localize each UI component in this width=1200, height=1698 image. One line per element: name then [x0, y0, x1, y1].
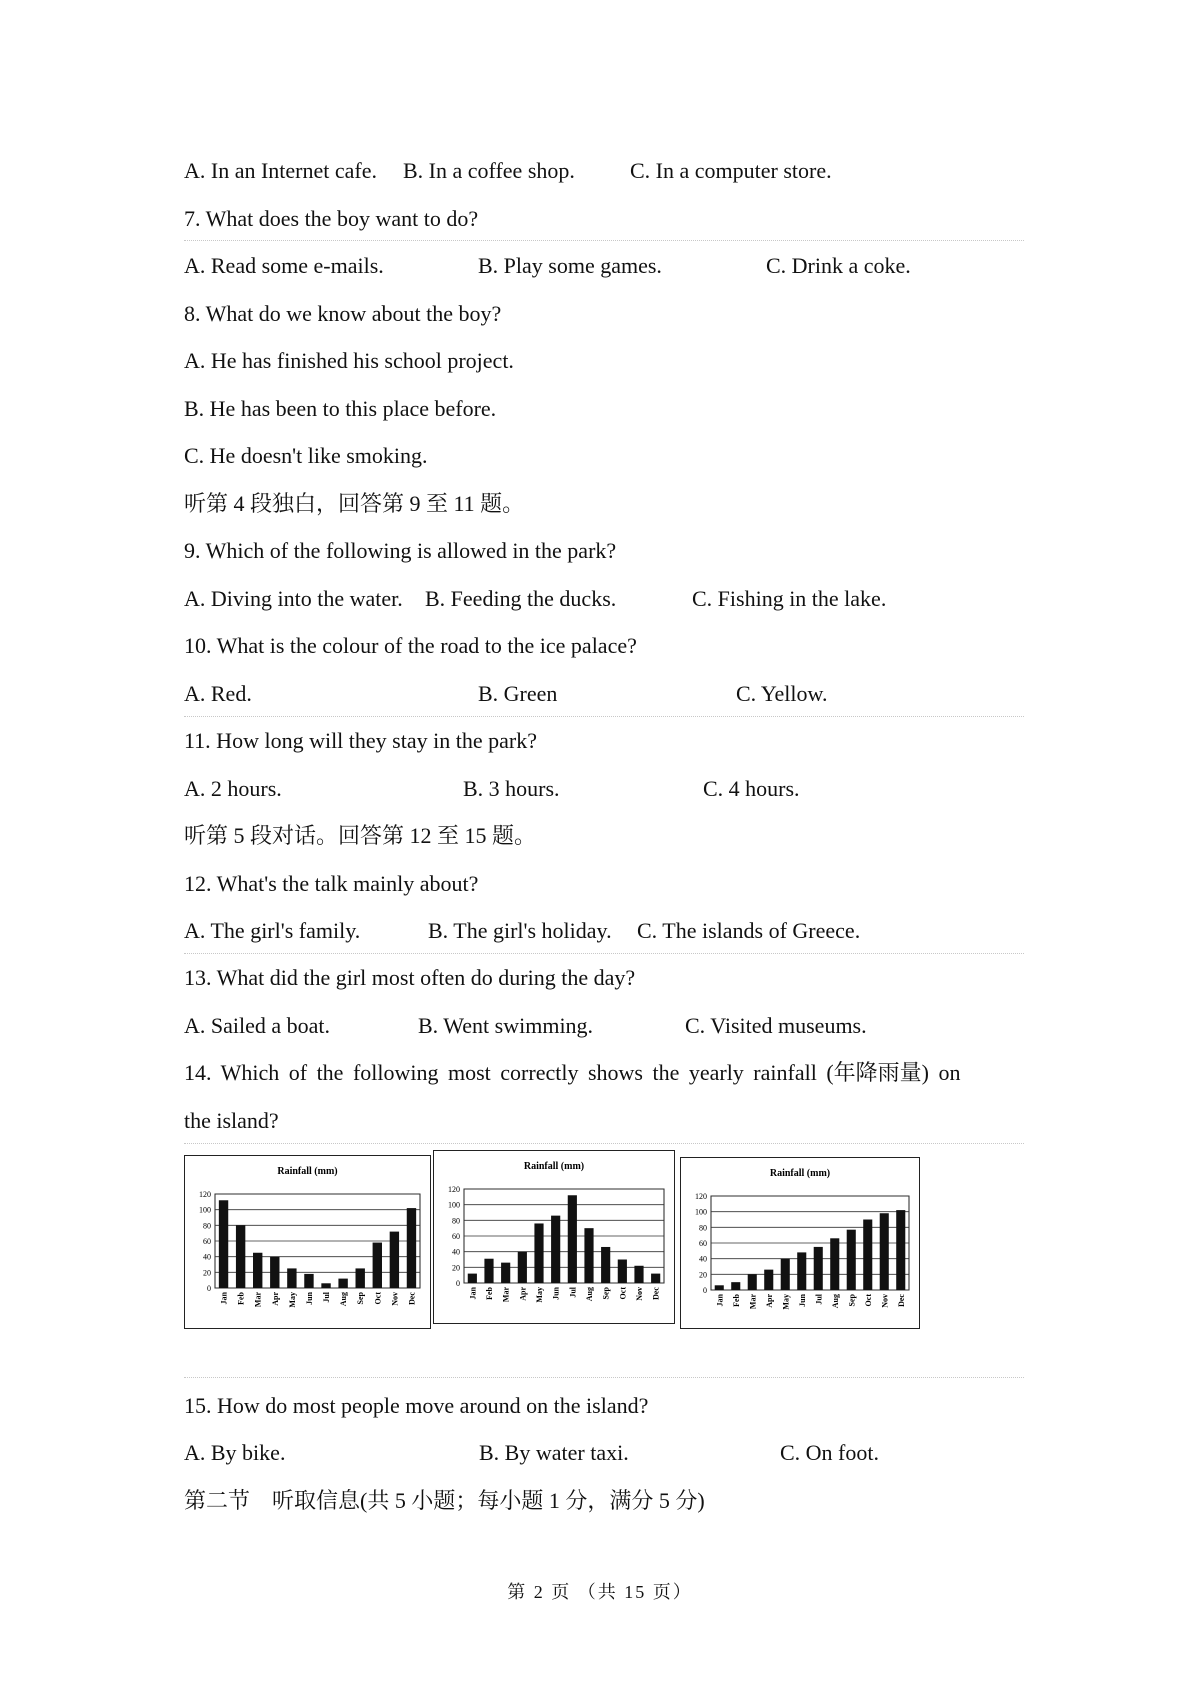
x-tick-label: Jun — [797, 1294, 807, 1307]
bar-jun — [304, 1274, 313, 1288]
q10-option-b: B. Green — [478, 681, 558, 706]
x-tick-label: Aug — [585, 1287, 594, 1302]
x-tick-label: Sep — [356, 1292, 366, 1305]
bar-nov — [880, 1213, 889, 1290]
bar-mar — [253, 1253, 262, 1288]
y-tick-label: 20 — [452, 1263, 460, 1273]
rainfall-chart-b — [433, 1150, 675, 1324]
page-footer: 第 2 页 （共 15 页） — [507, 1582, 693, 1602]
y-tick-label: 120 — [695, 1192, 707, 1201]
question-12: 12. What's the talk mainly about? — [184, 871, 479, 896]
bar-feb — [731, 1282, 740, 1290]
x-tick-label: Jul — [568, 1287, 578, 1298]
x-tick-label: Oct — [618, 1287, 628, 1300]
x-tick-label: Jun — [304, 1292, 314, 1305]
divider — [184, 1143, 1024, 1144]
q12-option-a: A. The girl's family. — [184, 918, 361, 943]
x-tick-label: Mar — [501, 1287, 511, 1303]
q13-option-c: C. Visited museums. — [685, 1013, 867, 1038]
q9-option-b: B. Feeding the ducks. — [425, 586, 617, 611]
q10-option-a: A. Red. — [184, 681, 252, 706]
rainfall-chart-a — [184, 1155, 431, 1329]
bar-may — [287, 1268, 296, 1288]
q7-option-a: A. Read some e-mails. — [184, 253, 384, 278]
y-tick-label: 80 — [452, 1216, 460, 1226]
question-8: 8. What do we know about the boy? — [184, 301, 502, 326]
q11-option-c: C. 4 hours. — [703, 776, 800, 801]
y-tick-label: 120 — [199, 1190, 211, 1199]
x-tick-label: Nov — [390, 1292, 400, 1306]
bar-aug — [830, 1238, 839, 1290]
y-tick-label: 20 — [699, 1270, 707, 1280]
bar-dec — [407, 1208, 416, 1288]
divider — [184, 1377, 1024, 1378]
y-tick-label: 40 — [699, 1254, 707, 1264]
q15-option-c: C. On foot. — [780, 1440, 879, 1465]
q6-option-c: C. In a computer store. — [630, 158, 832, 183]
bar-nov — [634, 1266, 643, 1283]
bar-jul — [568, 1195, 577, 1283]
rainfall-chart-b-svg — [434, 1151, 674, 1323]
bar-sep — [356, 1268, 365, 1288]
x-tick-label: Dec — [896, 1294, 906, 1307]
x-tick-label: Mar — [748, 1294, 758, 1310]
q6-option-b: B. In a coffee shop. — [403, 158, 575, 183]
divider — [184, 953, 1024, 954]
bar-sep — [847, 1230, 856, 1290]
y-tick-label: 100 — [695, 1207, 707, 1217]
q15-option-a: A. By bike. — [184, 1440, 286, 1465]
y-tick-label: 60 — [452, 1232, 460, 1241]
x-tick-label: Mar — [253, 1292, 263, 1308]
q15-option-b: B. By water taxi. — [479, 1440, 629, 1465]
q9-option-c: C. Fishing in the lake. — [692, 586, 887, 611]
bar-apr — [270, 1257, 279, 1288]
part-2-heading: 第二节 听取信息(共 5 小题；每小题 1 分，满分 5 分) — [184, 1488, 705, 1513]
bar-dec — [896, 1210, 905, 1290]
x-tick-label: Apr — [270, 1292, 280, 1306]
q8-option-c: C. He doesn't like smoking. — [184, 443, 428, 468]
x-tick-label: Dec — [407, 1292, 417, 1305]
y-tick-label: 0 — [456, 1279, 460, 1288]
bar-jul — [814, 1247, 823, 1290]
y-tick-label: 40 — [452, 1247, 460, 1257]
q9-option-a: A. Diving into the water. — [184, 586, 403, 611]
x-tick-label: Jan — [219, 1292, 229, 1305]
bar-jan — [468, 1274, 477, 1283]
bar-jul — [321, 1283, 330, 1288]
q10-option-c: C. Yellow. — [736, 681, 828, 706]
bar-mar — [748, 1274, 757, 1290]
question-9: 9. Which of the following is allowed in the park? — [184, 538, 617, 563]
bar-aug — [584, 1228, 593, 1283]
x-tick-label: May — [781, 1294, 791, 1310]
question-14-continued: the island? — [184, 1108, 279, 1133]
y-tick-label: 60 — [203, 1237, 211, 1246]
divider — [184, 240, 1024, 241]
question-15: 15. How do most people move around on the island? — [184, 1393, 649, 1418]
y-tick-label: 0 — [207, 1284, 211, 1293]
x-tick-label: Nov — [635, 1287, 644, 1301]
y-tick-label: 100 — [199, 1205, 211, 1215]
q6-option-a: A. In an Internet cafe. — [184, 158, 378, 183]
x-tick-label: Apr — [764, 1294, 774, 1308]
q8-option-b: B. He has been to this place before. — [184, 396, 497, 421]
rainfall-chart-c-svg — [681, 1158, 919, 1328]
x-tick-label: Sep — [601, 1287, 611, 1300]
question-10: 10. What is the colour of the road to the ice palace? — [184, 633, 637, 658]
x-tick-label: Jul — [814, 1294, 824, 1305]
q13-option-a: A. Sailed a boat. — [184, 1013, 331, 1038]
bar-apr — [764, 1270, 773, 1290]
x-tick-label: Aug — [830, 1294, 840, 1309]
x-tick-label: Apr — [518, 1287, 528, 1301]
q7-option-c: C. Drink a coke. — [766, 253, 911, 278]
x-tick-label: Jul — [322, 1292, 332, 1303]
q12-option-b: B. The girl's holiday. — [428, 918, 612, 943]
y-tick-label: 60 — [699, 1239, 707, 1248]
y-tick-label: 0 — [703, 1286, 707, 1295]
x-tick-label: Feb — [731, 1294, 741, 1307]
section-5-instruction: 听第 5 段对话。回答第 12 至 15 题。 — [184, 823, 537, 848]
question-11: 11. How long will they stay in the park? — [184, 728, 537, 753]
x-tick-label: Nov — [880, 1294, 890, 1308]
bar-apr — [518, 1252, 527, 1283]
q8-option-a: A. He has finished his school project. — [184, 348, 514, 373]
y-tick-label: 20 — [203, 1268, 211, 1278]
y-tick-label: 80 — [203, 1221, 211, 1231]
x-tick-label: Dec — [651, 1287, 661, 1300]
x-tick-label: Jan — [715, 1294, 725, 1307]
q13-option-b: B. Went swimming. — [418, 1013, 594, 1038]
x-tick-label: Sep — [847, 1294, 857, 1307]
bar-jan — [219, 1200, 228, 1288]
y-tick-label: 80 — [699, 1223, 707, 1233]
bar-feb — [236, 1225, 245, 1288]
x-tick-label: Oct — [373, 1292, 383, 1305]
y-tick-label: 40 — [203, 1252, 211, 1262]
x-tick-label: Feb — [485, 1287, 494, 1300]
x-tick-label: Oct — [863, 1294, 873, 1307]
bar-nov — [390, 1232, 399, 1288]
bar-feb — [484, 1259, 493, 1283]
bar-sep — [601, 1247, 610, 1283]
bar-jun — [551, 1216, 560, 1283]
x-tick-label: Jun — [551, 1287, 561, 1300]
y-tick-label: 100 — [448, 1200, 460, 1210]
q7-option-b: B. Play some games. — [478, 253, 662, 278]
question-14: 14. Which of the following most correctly shows the yearly rainfall (年降雨量) on — [184, 1060, 961, 1085]
y-tick-label: 120 — [448, 1185, 460, 1194]
q11-option-b: B. 3 hours. — [463, 776, 560, 801]
bar-jun — [797, 1252, 806, 1290]
question-13: 13. What did the girl most often do during the day? — [184, 965, 636, 990]
bar-oct — [863, 1220, 872, 1291]
bar-dec — [651, 1274, 660, 1283]
chart-title: Rainfall (mm) — [277, 1166, 338, 1177]
bar-oct — [618, 1260, 627, 1284]
rainfall-chart-a-svg — [185, 1156, 430, 1328]
bar-aug — [338, 1279, 347, 1288]
bar-may — [534, 1223, 543, 1283]
q12-option-c: C. The islands of Greece. — [637, 918, 861, 943]
x-tick-label: Feb — [236, 1292, 246, 1305]
x-tick-label: Jan — [468, 1287, 478, 1300]
x-tick-label: May — [535, 1287, 544, 1303]
bar-may — [781, 1259, 790, 1290]
section-4-instruction: 听第 4 段独白，回答第 9 至 11 题。 — [184, 491, 525, 516]
bar-oct — [373, 1243, 382, 1288]
question-7: 7. What does the boy want to do? — [184, 206, 479, 231]
q11-option-a: A. 2 hours. — [184, 776, 282, 801]
bar-jan — [715, 1285, 724, 1290]
rainfall-chart-c — [680, 1157, 920, 1329]
divider — [184, 716, 1024, 717]
chart-title: Rainfall (mm) — [769, 1168, 831, 1179]
x-tick-label: May — [287, 1292, 297, 1308]
bar-mar — [501, 1263, 510, 1283]
x-tick-label: Aug — [339, 1292, 349, 1307]
chart-title: Rainfall (mm) — [523, 1161, 585, 1172]
